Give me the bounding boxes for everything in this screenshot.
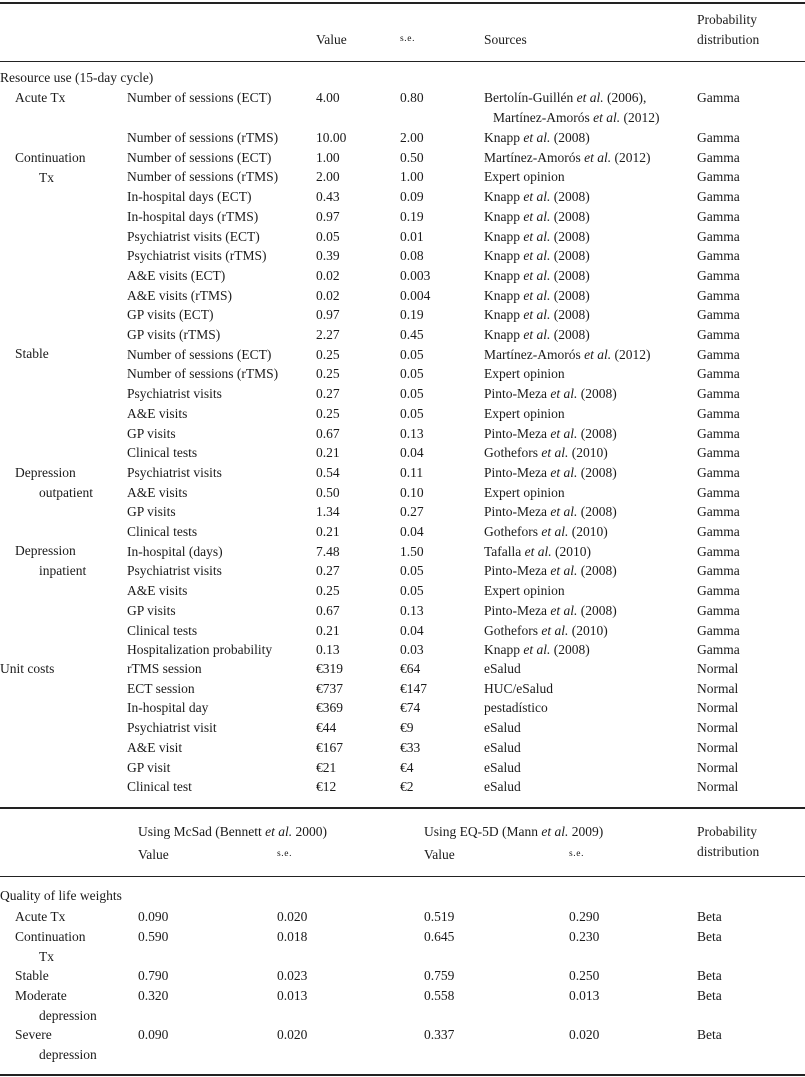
- row-source: eSalud: [484, 720, 521, 736]
- row-value: 0.05: [316, 228, 340, 244]
- row-eq5d-se: 0.020: [569, 1027, 600, 1042]
- section-label: Unit costs: [0, 661, 55, 676]
- row-item: Number of sessions (rTMS): [127, 169, 279, 185]
- row-mcsad-value: 0.790: [138, 968, 169, 983]
- row-item: Number of sessions (ECT): [127, 90, 272, 105]
- row-source: Pinto-Meza et al. (2008): [484, 386, 617, 402]
- row-se: 0.03: [400, 642, 424, 658]
- row-se: 0.13: [400, 425, 424, 441]
- row-distribution: Gamma: [697, 228, 740, 244]
- row-item: A&E visits: [127, 583, 188, 599]
- row-mcsad-value: 0.590: [138, 929, 169, 944]
- row-se: 0.01: [400, 228, 424, 244]
- row-source: HUC/eSalud: [484, 680, 553, 696]
- row-item: A&E visits (rTMS): [127, 287, 233, 303]
- row-item: In-hospital day: [127, 700, 209, 716]
- row-eq5d-value: 0.337: [424, 1027, 455, 1042]
- row-label: Continuation: [15, 929, 86, 944]
- group-label: inpatient: [39, 563, 87, 578]
- group-label: Depression: [15, 465, 76, 480]
- row-distribution: Gamma: [697, 445, 740, 461]
- row-distribution: Gamma: [697, 208, 740, 224]
- row-distribution: Beta: [697, 988, 722, 1003]
- row-item: Clinical tests: [127, 445, 198, 461]
- row-mcsad-se: 0.013: [277, 988, 308, 1003]
- row-source: Expert opinion: [484, 484, 565, 500]
- row-item: Psychiatrist visits: [127, 464, 222, 480]
- header-mcsad: Using McSad (Bennett et al. 2000): [138, 824, 327, 839]
- group-label: Stable: [15, 346, 49, 361]
- row-item: Number of sessions (ECT): [127, 149, 272, 165]
- row-label: depression: [39, 1047, 97, 1062]
- row-distribution: Beta: [697, 929, 722, 944]
- row-mcsad-se: 0.020: [277, 909, 308, 924]
- row-source: Expert opinion: [484, 366, 565, 382]
- row-item: A&E visits (ECT): [127, 267, 226, 283]
- row-eq5d-se: 0.250: [569, 968, 600, 983]
- row-item: Hospitalization probability: [127, 642, 273, 658]
- row-source: Martínez-Amorós et al. (2012): [484, 149, 651, 165]
- row-distribution: Gamma: [697, 130, 740, 145]
- row-se: 0.27: [400, 504, 424, 520]
- row-source: eSalud: [484, 779, 521, 795]
- row-source: Knapp et al. (2008): [484, 307, 590, 323]
- table2-header-rule: [0, 876, 805, 877]
- row-value: €737: [316, 680, 343, 696]
- row-value: 0.27: [316, 563, 340, 579]
- row-distribution: Gamma: [697, 169, 740, 185]
- row-value: 0.25: [316, 583, 340, 599]
- row-source: Gothefors et al. (2010): [484, 445, 608, 461]
- row-eq5d-se: 0.290: [569, 909, 600, 924]
- row-se: 0.45: [400, 327, 424, 342]
- row-se: 0.11: [400, 464, 424, 480]
- row-value: 7.48: [316, 543, 340, 559]
- table1-top-rule: [0, 2, 805, 4]
- row-distribution: Gamma: [697, 484, 740, 500]
- row-source: Martínez-Amorós et al. (2012): [493, 110, 660, 125]
- row-label: Acute Tx: [15, 909, 66, 924]
- row-distribution: Normal: [697, 739, 739, 755]
- row-source: Pinto-Meza et al. (2008): [484, 563, 617, 579]
- row-distribution: Gamma: [697, 425, 740, 441]
- row-distribution: Gamma: [697, 563, 740, 579]
- row-distribution: Gamma: [697, 386, 740, 402]
- row-se: €147: [400, 680, 427, 696]
- header-dist-line2: distribution: [697, 844, 760, 859]
- row-value: 0.21: [316, 524, 340, 539]
- row-se: 0.05: [400, 583, 424, 599]
- row-source: Gothefors et al. (2010): [484, 524, 608, 539]
- row-distribution: Gamma: [697, 405, 740, 421]
- row-source: Expert opinion: [484, 583, 565, 599]
- row-value: 0.67: [316, 425, 340, 441]
- row-item: Psychiatrist visit: [127, 720, 217, 736]
- row-source: Pinto-Meza et al. (2008): [484, 425, 617, 441]
- row-source: eSalud: [484, 759, 521, 775]
- row-distribution: Normal: [697, 680, 739, 696]
- row-item: Clinical test: [127, 779, 192, 795]
- row-item: GP visits: [127, 602, 176, 618]
- row-item: GP visits (rTMS): [127, 327, 221, 342]
- row-distribution: Beta: [697, 1027, 722, 1042]
- table1-header-rule: [0, 61, 805, 62]
- row-mcsad-se: 0.018: [277, 929, 308, 944]
- table2-bottom-rule: [0, 1074, 805, 1076]
- row-value: 1.00: [316, 149, 340, 165]
- row-se: 0.04: [400, 622, 424, 638]
- row-label: Moderate: [15, 988, 67, 1003]
- row-item: Clinical tests: [127, 524, 198, 539]
- row-se: 1.50: [400, 543, 424, 559]
- row-se: 0.09: [400, 189, 424, 205]
- row-se: €9: [400, 720, 414, 736]
- row-se: 0.003: [400, 267, 431, 283]
- row-source: Expert opinion: [484, 169, 565, 185]
- row-se: 0.05: [400, 386, 424, 402]
- row-value: 0.50: [316, 484, 340, 500]
- row-se: €74: [400, 700, 421, 716]
- row-value: 2.27: [316, 327, 340, 342]
- row-se: €4: [400, 759, 414, 775]
- row-distribution: Gamma: [697, 149, 740, 165]
- row-source: Knapp et al. (2008): [484, 189, 590, 205]
- row-se: 0.13: [400, 602, 424, 618]
- row-item: Number of sessions (ECT): [127, 346, 272, 362]
- row-distribution: Gamma: [697, 642, 740, 658]
- row-item: In-hospital (days): [127, 543, 223, 559]
- row-mcsad-se: 0.020: [277, 1027, 308, 1042]
- row-value: 0.13: [316, 642, 340, 658]
- row-source: Knapp et al. (2008): [484, 642, 590, 658]
- row-source: Tafalla et al. (2010): [484, 543, 592, 559]
- row-source: Bertolín-Guillén et al. (2006),: [484, 90, 647, 105]
- row-source: Martínez-Amorós et al. (2012): [484, 346, 651, 362]
- row-distribution: Gamma: [697, 464, 740, 480]
- row-value: €44: [316, 720, 337, 736]
- row-source: Expert opinion: [484, 405, 565, 421]
- row-distribution: Normal: [697, 700, 739, 716]
- row-item: GP visit: [127, 759, 171, 775]
- row-item: Psychiatrist visits (rTMS): [127, 248, 267, 264]
- row-distribution: Gamma: [697, 287, 740, 303]
- row-se: 0.05: [400, 405, 424, 421]
- row-distribution: Gamma: [697, 524, 740, 539]
- row-item: Clinical tests: [127, 622, 198, 638]
- row-eq5d-value: 0.519: [424, 909, 455, 924]
- row-value: 4.00: [316, 90, 340, 105]
- row-se: €2: [400, 779, 414, 795]
- header-eq5d: Using EQ-5D (Mann et al. 2009): [424, 824, 604, 839]
- row-value: 1.34: [316, 504, 340, 520]
- row-item: Number of sessions (rTMS): [127, 130, 279, 145]
- row-distribution: Gamma: [697, 504, 740, 520]
- row-se: 0.004: [400, 287, 431, 303]
- row-mcsad-value: 0.090: [138, 909, 169, 924]
- row-distribution: Gamma: [697, 307, 740, 323]
- row-item: A&E visits: [127, 484, 188, 500]
- row-distribution: Gamma: [697, 189, 740, 205]
- row-value: €319: [316, 661, 343, 676]
- row-se: 0.08: [400, 248, 424, 264]
- group-label: Acute Tx: [15, 90, 66, 105]
- row-item: Psychiatrist visits: [127, 386, 222, 402]
- row-value: 0.97: [316, 208, 340, 224]
- row-value: 0.54: [316, 464, 340, 480]
- row-se: 0.04: [400, 524, 424, 539]
- row-se: 2.00: [400, 130, 424, 145]
- row-source: eSalud: [484, 661, 521, 676]
- header-value: Value: [424, 847, 455, 862]
- row-value: €21: [316, 759, 337, 775]
- row-se: 0.10: [400, 484, 424, 500]
- row-eq5d-value: 0.645: [424, 929, 455, 944]
- row-label: depression: [39, 1008, 97, 1023]
- header-value: Value: [138, 847, 169, 862]
- header-se: s.e.: [400, 34, 416, 44]
- row-se: 0.80: [400, 90, 424, 105]
- group-label: Tx: [39, 170, 54, 185]
- row-item: GP visits: [127, 504, 176, 520]
- row-label: Tx: [39, 949, 54, 964]
- row-item: ECT session: [127, 680, 195, 696]
- row-value: 0.25: [316, 366, 340, 382]
- section-label: Quality of life weights: [0, 888, 122, 903]
- row-source: Gothefors et al. (2010): [484, 622, 608, 638]
- row-distribution: Gamma: [697, 327, 740, 342]
- row-distribution: Gamma: [697, 583, 740, 599]
- row-value: 2.00: [316, 169, 340, 185]
- row-se: 0.19: [400, 307, 424, 323]
- row-eq5d-se: 0.230: [569, 929, 600, 944]
- row-source: Knapp et al. (2008): [484, 327, 590, 342]
- row-distribution: Normal: [697, 779, 739, 795]
- header-sources: Sources: [484, 32, 527, 47]
- row-value: 0.25: [316, 346, 340, 362]
- row-se: €33: [400, 739, 421, 755]
- row-item: A&E visit: [127, 739, 183, 755]
- row-value: 0.39: [316, 248, 340, 264]
- row-source: Knapp et al. (2008): [484, 287, 590, 303]
- row-se: €64: [400, 661, 421, 676]
- row-value: 10.00: [316, 130, 347, 145]
- row-label: Stable: [15, 968, 49, 983]
- row-item: rTMS session: [127, 661, 202, 676]
- row-source: pestadístico: [484, 700, 548, 716]
- group-label: Depression: [15, 543, 76, 558]
- row-source: Knapp et al. (2008): [484, 267, 590, 283]
- row-item: Psychiatrist visits: [127, 563, 222, 579]
- row-value: 0.21: [316, 445, 340, 461]
- row-se: 0.05: [400, 346, 424, 362]
- row-value: 0.27: [316, 386, 340, 402]
- row-value: €369: [316, 700, 343, 716]
- row-distribution: Beta: [697, 968, 722, 983]
- row-se: 0.19: [400, 208, 424, 224]
- row-item: In-hospital days (ECT): [127, 189, 252, 205]
- header-dist-line1: Probability: [697, 824, 757, 839]
- header-se: s.e.: [569, 849, 585, 859]
- row-source: Pinto-Meza et al. (2008): [484, 602, 617, 618]
- row-source: Knapp et al. (2008): [484, 228, 590, 244]
- row-se: 0.05: [400, 366, 424, 382]
- row-item: Psychiatrist visits (ECT): [127, 228, 260, 244]
- row-item: Number of sessions (rTMS): [127, 366, 279, 382]
- group-label: Continuation: [15, 150, 86, 165]
- row-se: 1.00: [400, 169, 424, 185]
- row-distribution: Gamma: [697, 602, 740, 618]
- row-item: GP visits: [127, 425, 176, 441]
- row-distribution: Beta: [697, 909, 722, 924]
- row-distribution: Gamma: [697, 543, 740, 559]
- row-value: 0.21: [316, 622, 340, 638]
- row-se: 0.50: [400, 149, 424, 165]
- row-source: Knapp et al. (2008): [484, 130, 590, 145]
- row-distribution: Normal: [697, 661, 739, 676]
- row-se: 0.04: [400, 445, 424, 461]
- row-distribution: Gamma: [697, 267, 740, 283]
- table-divider-rule: [0, 807, 805, 809]
- row-item: A&E visits: [127, 405, 188, 421]
- header-se: s.e.: [277, 849, 293, 859]
- row-source: eSalud: [484, 739, 521, 755]
- header-dist-line2: distribution: [697, 32, 760, 47]
- row-value: 0.02: [316, 267, 340, 283]
- row-se: 0.05: [400, 563, 424, 579]
- row-eq5d-value: 0.558: [424, 988, 455, 1003]
- row-label: Severe: [15, 1027, 52, 1042]
- row-source: Knapp et al. (2008): [484, 208, 590, 224]
- row-distribution: Gamma: [697, 90, 740, 105]
- row-eq5d-se: 0.013: [569, 988, 600, 1003]
- header-dist-line1: Probability: [697, 12, 757, 27]
- row-value: €167: [316, 739, 343, 755]
- row-item: GP visits (ECT): [127, 307, 214, 323]
- row-distribution: Normal: [697, 720, 739, 736]
- group-label: outpatient: [39, 485, 93, 500]
- row-distribution: Normal: [697, 759, 739, 775]
- row-mcsad-value: 0.320: [138, 988, 169, 1003]
- row-value: 0.67: [316, 602, 340, 618]
- row-item: In-hospital days (rTMS): [127, 208, 259, 224]
- row-mcsad-value: 0.090: [138, 1027, 169, 1042]
- row-source: Pinto-Meza et al. (2008): [484, 504, 617, 520]
- row-value: 0.25: [316, 405, 340, 421]
- row-source: Knapp et al. (2008): [484, 248, 590, 264]
- row-value: 0.43: [316, 189, 340, 205]
- row-value: €12: [316, 779, 337, 795]
- row-distribution: Gamma: [697, 366, 740, 382]
- row-mcsad-se: 0.023: [277, 968, 308, 983]
- row-eq5d-value: 0.759: [424, 968, 455, 983]
- row-value: 0.02: [316, 287, 340, 303]
- row-distribution: Gamma: [697, 622, 740, 638]
- header-value: Value: [316, 32, 347, 47]
- section-label: Resource use (15-day cycle): [0, 70, 154, 85]
- row-value: 0.97: [316, 307, 340, 323]
- row-distribution: Gamma: [697, 248, 740, 264]
- row-source: Pinto-Meza et al. (2008): [484, 464, 617, 480]
- row-distribution: Gamma: [697, 346, 740, 362]
